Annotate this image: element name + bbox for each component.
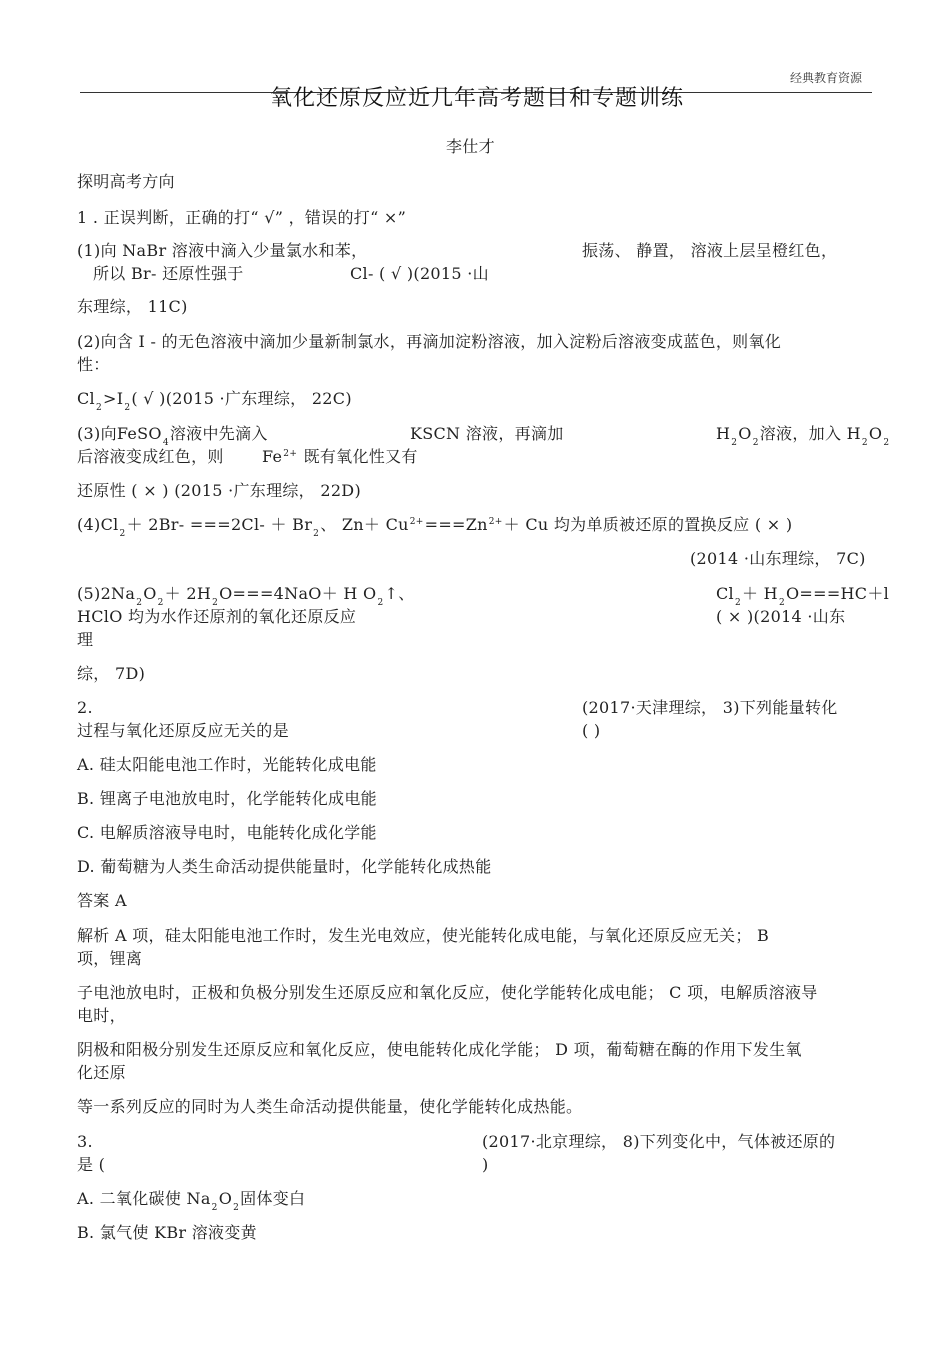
q1-item1-line3: 东理综， 11C) [77, 297, 188, 316]
subscript: 4 [162, 438, 169, 448]
q2-option-b: B. 锂离子电池放电时，化学能转化成电能 [77, 789, 377, 808]
q1-item5-line2b: ( × )(2014 ·山东 [716, 607, 846, 626]
q2-answer: 答案 A [77, 891, 127, 910]
q1-item4-text: ＋ Cu 均为单质被还原的置换反应 ( × ) [503, 515, 793, 534]
q1-item3-line1b: KSCN 溶液，再滴加 [410, 424, 564, 443]
q1-item1-line1a: (1)向 NaBr 溶液中滴入少量氯水和苯， [77, 241, 368, 260]
formula-cl: Cl [77, 389, 95, 408]
author: 李仕才 [446, 137, 495, 156]
q1-item3-line3: 还原性 ( × ) (2015 ·广东理综， 22D) [77, 481, 361, 500]
q1-item1-line2a: 所以 Br- 还原性强于 [93, 264, 244, 283]
q3-stem: 是 ( [77, 1155, 106, 1174]
q1-item2-line1: (2)向含 I - 的无色溶液中滴加少量新制氯水，再滴加淀粉溶液，加入淀粉后溶液变成蓝色，则氧化 [77, 332, 782, 351]
q2-explanation-1: 解析 A 项，硅太阳能电池工作时，发生光电效应，使光能转化成电能，与氧化还原反应无关； B [77, 926, 770, 945]
q2-explanation-6: 化还原 [77, 1063, 126, 1082]
q1-item3-line2a: 后溶液变成红色，则 [77, 447, 224, 466]
document-title: 氧化还原反应近几年高考题目和专题训练 [270, 86, 685, 111]
section-heading: 探明高考方向 [77, 172, 175, 191]
q1-item2-line3 [77, 389, 352, 412]
superscript: 2+ [283, 449, 298, 459]
q2-answer-paren: ( ) [582, 721, 601, 740]
formula-o: O [868, 424, 883, 443]
subscript: 2 [313, 529, 320, 539]
q1-item4-eq: ===Zn [424, 515, 488, 534]
q1-item5-line3: 理 [77, 630, 94, 649]
q1-item3-line2b [262, 447, 418, 470]
formula-fe: Fe [262, 447, 283, 466]
subscript: 2 [752, 438, 759, 448]
q1-item4-source: (2014 ·山东理综， 7C) [690, 549, 866, 568]
q1-item2-verdict: ( √ )(2015 ·广东理综， 22C) [131, 389, 352, 408]
q1-item2-line2: 性： [77, 355, 110, 374]
subscript: 2 [233, 1203, 240, 1213]
q1-item4-eq: 、 Zn＋ Cu [320, 515, 409, 534]
q1-item3-text: 溶液中先滴入 [169, 424, 268, 443]
q2-explanation-3: 子电池放电时，正极和负极分别发生还原反应和氧化反应，使化学能转化成电能； C 项，电解质溶液导 [77, 983, 818, 1002]
subscript: 2 [211, 1203, 218, 1213]
q2-explanation-2: 项，锂离 [77, 949, 143, 968]
q3-option-a-text: A. 二氧化碳使 Na [77, 1189, 211, 1208]
formula-o: O [143, 584, 157, 603]
q2-explanation-7: 等一系列反应的同时为人类生命活动提供能量，使化学能转化成热能。 [77, 1097, 583, 1116]
header-label: 经典教育资源 [790, 71, 863, 85]
q3-source: (2017·北京理综， 8)下列变化中，气体被还原的 [482, 1132, 836, 1151]
subscript: 2 [136, 598, 143, 608]
subscript: 2 [734, 598, 741, 608]
subscript: 2 [124, 403, 131, 413]
formula-cl: Cl [716, 584, 734, 603]
q1-item3-text: 既有氧化性又有 [303, 447, 418, 466]
superscript: 2+ [409, 517, 424, 527]
q1-item5-line2a: HClO 均为水作还原剂的氧化还原反应 [77, 607, 357, 626]
q1-item1-line2b: Cl- ( √ )(2015 ·山 [350, 264, 489, 283]
q2-option-c: C. 电解质溶液导电时，电能转化成化学能 [77, 823, 377, 842]
q1-item5-line1b [716, 584, 889, 607]
q1-item4-line1 [77, 515, 792, 538]
subscript: 2 [731, 438, 738, 448]
formula-o: O [218, 1189, 233, 1208]
q1-intro: 1 . 正误判断，正确的打“ √” ，错误的打“ ×” [77, 208, 407, 227]
q1-item3-line1a [77, 424, 268, 447]
q1-item5-line1a [77, 584, 415, 607]
formula-cl: (4)Cl [77, 515, 119, 534]
q1-item5-eq: ↑、 [384, 584, 415, 603]
q1-item5-line4: 综， 7D) [77, 664, 146, 683]
q1-item3-line1c [716, 424, 890, 447]
q2-source: (2017·天津理综， 3)下列能量转化 [582, 698, 838, 717]
q2-number: 2. [77, 698, 93, 717]
q2-explanation-5: 阴极和阳极分别发生还原反应和氧化反应，使电能转化成化学能； D 项，葡萄糖在酶的作用下发生氧 [77, 1040, 802, 1059]
subscript: 2 [119, 529, 126, 539]
formula-o: O [738, 424, 752, 443]
q2-stem: 过程与氧化还原反应无关的是 [77, 721, 289, 740]
q1-item4-eq: ＋ 2Br- ===2Cl- ＋ Br [126, 515, 313, 534]
superscript: 2+ [488, 517, 503, 527]
q1-item5-eq: ＋ 2H [164, 584, 212, 603]
formula-na: (5)2Na [77, 584, 136, 603]
subscript: 2 [212, 598, 219, 608]
formula-i: >I [103, 389, 124, 408]
formula-h: H [716, 424, 731, 443]
q3-close-paren: ) [482, 1155, 489, 1174]
q2-option-d: D. 葡萄糖为人类生命活动提供能量时，化学能转化成热能 [77, 857, 492, 876]
subscript: 2 [377, 598, 384, 608]
subscript: 2 [883, 438, 890, 448]
q3-option-a [77, 1189, 305, 1212]
q2-option-a: A. 硅太阳能电池工作时，光能转化成电能 [77, 755, 377, 774]
subscript: 2 [861, 438, 868, 448]
subscript: 2 [157, 598, 164, 608]
q1-item1-line1b: 振荡、 静置， 溶液上层呈橙红色， [582, 241, 838, 260]
formula-feso4: (3)向FeSO [77, 424, 162, 443]
q3-number: 3. [77, 1132, 93, 1151]
subscript: 2 [778, 598, 785, 608]
q3-option-b: B. 氯气使 KBr 溶液变黄 [77, 1223, 257, 1242]
q1-item5-eq: O===HC＋l [785, 584, 890, 603]
q1-item3-text: 溶液，加入 H [759, 424, 861, 443]
q3-option-a-text: 固体变白 [240, 1189, 306, 1208]
q2-explanation-4: 电时， [77, 1006, 126, 1025]
q1-item5-eq: ＋ H [742, 584, 778, 603]
subscript: 2 [95, 403, 102, 413]
q1-item5-eq: O===4NaO＋ H O [219, 584, 377, 603]
